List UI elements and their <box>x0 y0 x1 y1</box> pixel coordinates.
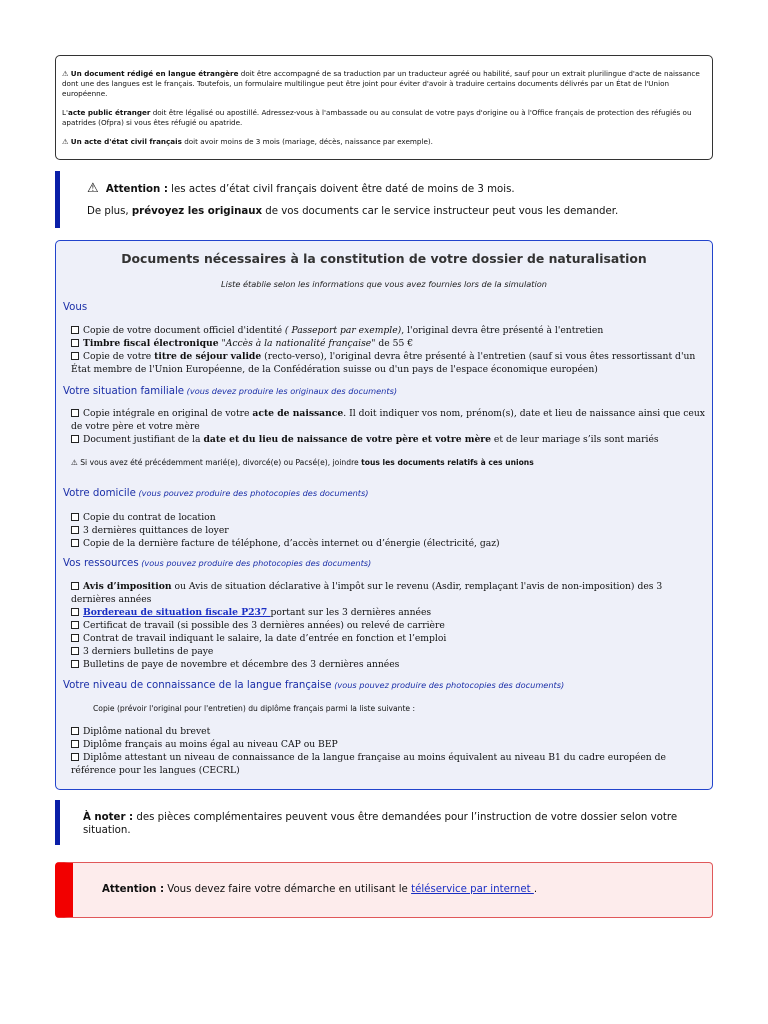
list-item <box>71 337 709 350</box>
section-heading-vous: Vous <box>63 302 88 313</box>
list-item <box>71 524 709 537</box>
section-items-famille <box>71 407 709 446</box>
checkbox[interactable] <box>71 526 79 534</box>
note-bold: tous les documents relatifs à ces unions <box>361 458 534 467</box>
panel-subtitle: Liste établie selon les informations que vous avez fournies lors de la simulation <box>221 279 547 289</box>
attention-label: Attention : <box>105 184 168 195</box>
heading-text: Votre situation familiale <box>63 386 185 397</box>
originals-text: de vos documents car le service instructeur peut vous les demander. <box>262 206 619 217</box>
originals-text: De plus, <box>87 206 132 217</box>
section-heading-ressources <box>63 558 371 569</box>
list-item <box>71 632 709 645</box>
checkbox[interactable] <box>71 753 79 761</box>
section-items-vous <box>71 324 709 376</box>
alert-line <box>102 884 537 895</box>
notice-paragraph-translation <box>62 69 706 99</box>
notice-text: doit être légalisé ou apostillé. Adressez-vous à l'ambassade ou au consulat de votre pays d'origine ou à l'Office français de protection des réfugiés ou apatrides (Ofpra) si vous êtes réfugié ou apatride. <box>62 108 692 127</box>
warning-icon: ⚠ <box>87 181 99 196</box>
item-bold: date et du lieu de naissance de votre père et votre mère <box>203 434 491 445</box>
teleservice-link[interactable]: téléservice par internet <box>411 884 534 895</box>
required-documents-panel <box>55 240 713 790</box>
section-heading-famille <box>63 386 397 397</box>
checkbox[interactable] <box>71 352 79 360</box>
item-text: Document justifiant de la <box>83 434 204 445</box>
notice-text: doit avoir moins de 3 mois (mariage, décès, naissance par exemple). <box>181 137 433 146</box>
checkbox[interactable] <box>71 647 79 655</box>
notice-bold-text: Un acte d'état civil français <box>70 137 182 146</box>
item-bold: acte de naissance <box>252 408 344 419</box>
checkbox[interactable] <box>71 621 79 629</box>
list-item <box>71 725 709 738</box>
originals-line <box>87 205 618 218</box>
attention-line <box>87 182 515 196</box>
item-text: et de leur mariage s’ils sont mariés <box>491 434 659 445</box>
panel-title: Documents nécessaires à la constitution de votre dossier de naturalisation <box>121 251 647 266</box>
heading-text: Votre domicile <box>63 488 136 499</box>
checkbox[interactable] <box>71 539 79 547</box>
checkbox[interactable] <box>71 608 79 616</box>
item-bold: titre de séjour valide <box>154 351 262 362</box>
notice-paragraph-legalisation <box>62 108 706 128</box>
item-text: portant sur les 3 dernières années <box>270 607 432 618</box>
warning-icon: ⚠ <box>62 69 69 78</box>
item-text: Diplôme français au moins égal au niveau CAP ou BEP <box>83 739 338 750</box>
alert-text-end: . <box>533 884 538 895</box>
item-text: Copie de la dernière facture de téléphone, d’accès internet ou d’énergie (électricité, gaz) <box>83 538 500 549</box>
item-text: 3 derniers bulletins de paye <box>83 646 214 657</box>
note-text: des pièces complémentaires peuvent vous être demandées pour l’instruction de votre dossier selon votre situation. <box>83 812 678 836</box>
section-items-ressources <box>71 580 709 671</box>
list-item <box>71 645 709 658</box>
item-text: Copie du contrat de location <box>83 512 216 523</box>
list-item <box>71 433 709 446</box>
heading-hint: (vous pouvez produire des photocopies des documents) <box>138 558 372 568</box>
teleservice-alert <box>55 862 713 918</box>
section-items-domicile <box>71 511 709 550</box>
originals-bold: prévoyez les originaux <box>131 206 263 217</box>
notice-bold-text: acte public étranger <box>67 108 151 117</box>
item-text: (recto-verso), l'original devra être présenté à l'entretien (sauf si vous êtes ressortissant d'un État membre de l'Union Européenne, de la Confédération suisse ou d'un pays de l'espace économique européen) <box>71 351 696 375</box>
langue-intro: Copie (prévoir l'original pour l'entretien) du diplôme français parmi la liste suivante : <box>93 704 416 713</box>
checkbox[interactable] <box>71 326 79 334</box>
checkbox[interactable] <box>71 727 79 735</box>
note-text: Si vous avez été précédemment marié(e), divorcé(e) ou Pacsé(e), joindre <box>80 458 362 467</box>
item-text: Copie de votre document officiel d'identité <box>83 325 283 336</box>
attention-text: les actes d’état civil français doivent être daté de moins de 3 mois. <box>167 184 515 195</box>
heading-text: Votre niveau de connaissance de la langue française <box>63 680 332 691</box>
unions-note <box>71 458 534 467</box>
item-text: Contrat de travail indiquant le salaire, la date d’entrée en fonction et l’emploi <box>83 633 447 644</box>
list-item <box>71 658 709 671</box>
item-italic: "Accès à la nationalité française" <box>218 338 376 349</box>
foreign-documents-notice <box>55 55 713 160</box>
item-text: . Il doit indiquer vos nom, prénom(s), date et lieu de naissance ainsi que ceux de votre père et votre mère <box>71 408 705 432</box>
item-text: Copie intégrale en original de votre <box>83 408 253 419</box>
heading-hint: (vous devez produire les originaux des documents) <box>184 386 398 396</box>
attention-callout <box>55 171 713 228</box>
section-items-langue <box>71 725 709 777</box>
list-item <box>71 619 709 632</box>
note-line <box>83 811 693 837</box>
section-heading-domicile <box>63 488 368 499</box>
list-item <box>71 324 709 337</box>
list-item <box>71 606 709 619</box>
list-item <box>71 580 709 606</box>
checkbox[interactable] <box>71 634 79 642</box>
section-heading-langue <box>63 680 564 691</box>
checkbox[interactable] <box>71 660 79 668</box>
list-item <box>71 350 709 376</box>
warning-icon: ⚠ <box>62 137 69 146</box>
notice-paragraph-civil-status <box>62 137 706 147</box>
notice-text: L' <box>62 108 68 117</box>
alert-text: Vous devez faire votre démarche en utilisant le <box>164 884 412 895</box>
note-label: À noter : <box>83 812 134 823</box>
heading-hint: (vous pouvez produire des photocopies des documents) <box>331 680 565 690</box>
list-item <box>71 537 709 550</box>
list-item <box>71 751 709 777</box>
warning-icon: ⚠ <box>71 458 78 467</box>
item-text: de 55 € <box>375 338 414 349</box>
notice-text: doit être accompagné de sa traduction par un traducteur agréé ou habilité, sauf pour un extrait plurilingue d'acte de naissance dont une des langues est le français. Toutefois, un formulaire multilingue peut être joint pour éviter d'avoir à traduire certains documents délivrés par un État de l'Union européenne. <box>62 69 700 98</box>
item-text: , l'original devra être présenté à l'entretien <box>401 325 604 336</box>
bordereau-p237-link[interactable]: Bordereau de situation fiscale P237 <box>83 607 271 618</box>
item-text: 3 dernières quittances de loyer <box>83 525 229 536</box>
item-text: Diplôme national du brevet <box>83 726 211 737</box>
item-bold: Timbre fiscal électronique <box>83 338 219 349</box>
checkbox[interactable] <box>71 409 79 417</box>
list-item <box>71 407 709 433</box>
item-text: Certificat de travail (si possible des 3 dernières années) ou relevé de carrière <box>83 620 445 631</box>
item-italic: ( Passeport par exemple) <box>282 325 402 336</box>
checkbox[interactable] <box>71 435 79 443</box>
list-item <box>71 511 709 524</box>
heading-text: Vos ressources <box>63 558 139 569</box>
item-text: ou Avis de situation déclarative à l'impôt sur le revenu (Asdir, remplaçant l'avis de non-imposition) des 3 dernières années <box>71 581 663 605</box>
checkbox[interactable] <box>71 513 79 521</box>
list-item <box>71 738 709 751</box>
notice-bold-text: Un document rédigé en langue étrangère <box>70 69 239 78</box>
item-bold: Avis d’imposition <box>83 581 172 592</box>
item-text: Copie de votre <box>83 351 155 362</box>
alert-label: Attention : <box>102 884 165 895</box>
item-text: Bulletins de paye de novembre et décembre des 3 dernières années <box>83 659 400 670</box>
checkbox[interactable] <box>71 339 79 347</box>
checkbox[interactable] <box>71 582 79 590</box>
checkbox[interactable] <box>71 740 79 748</box>
note-callout <box>55 800 713 845</box>
heading-hint: (vous pouvez produire des photocopies des documents) <box>135 488 369 498</box>
item-text: Diplôme attestant un niveau de connaissance de la langue française au moins équivalent au niveau B1 du cadre européen de référence pour les langues (CECRL) <box>71 752 666 776</box>
